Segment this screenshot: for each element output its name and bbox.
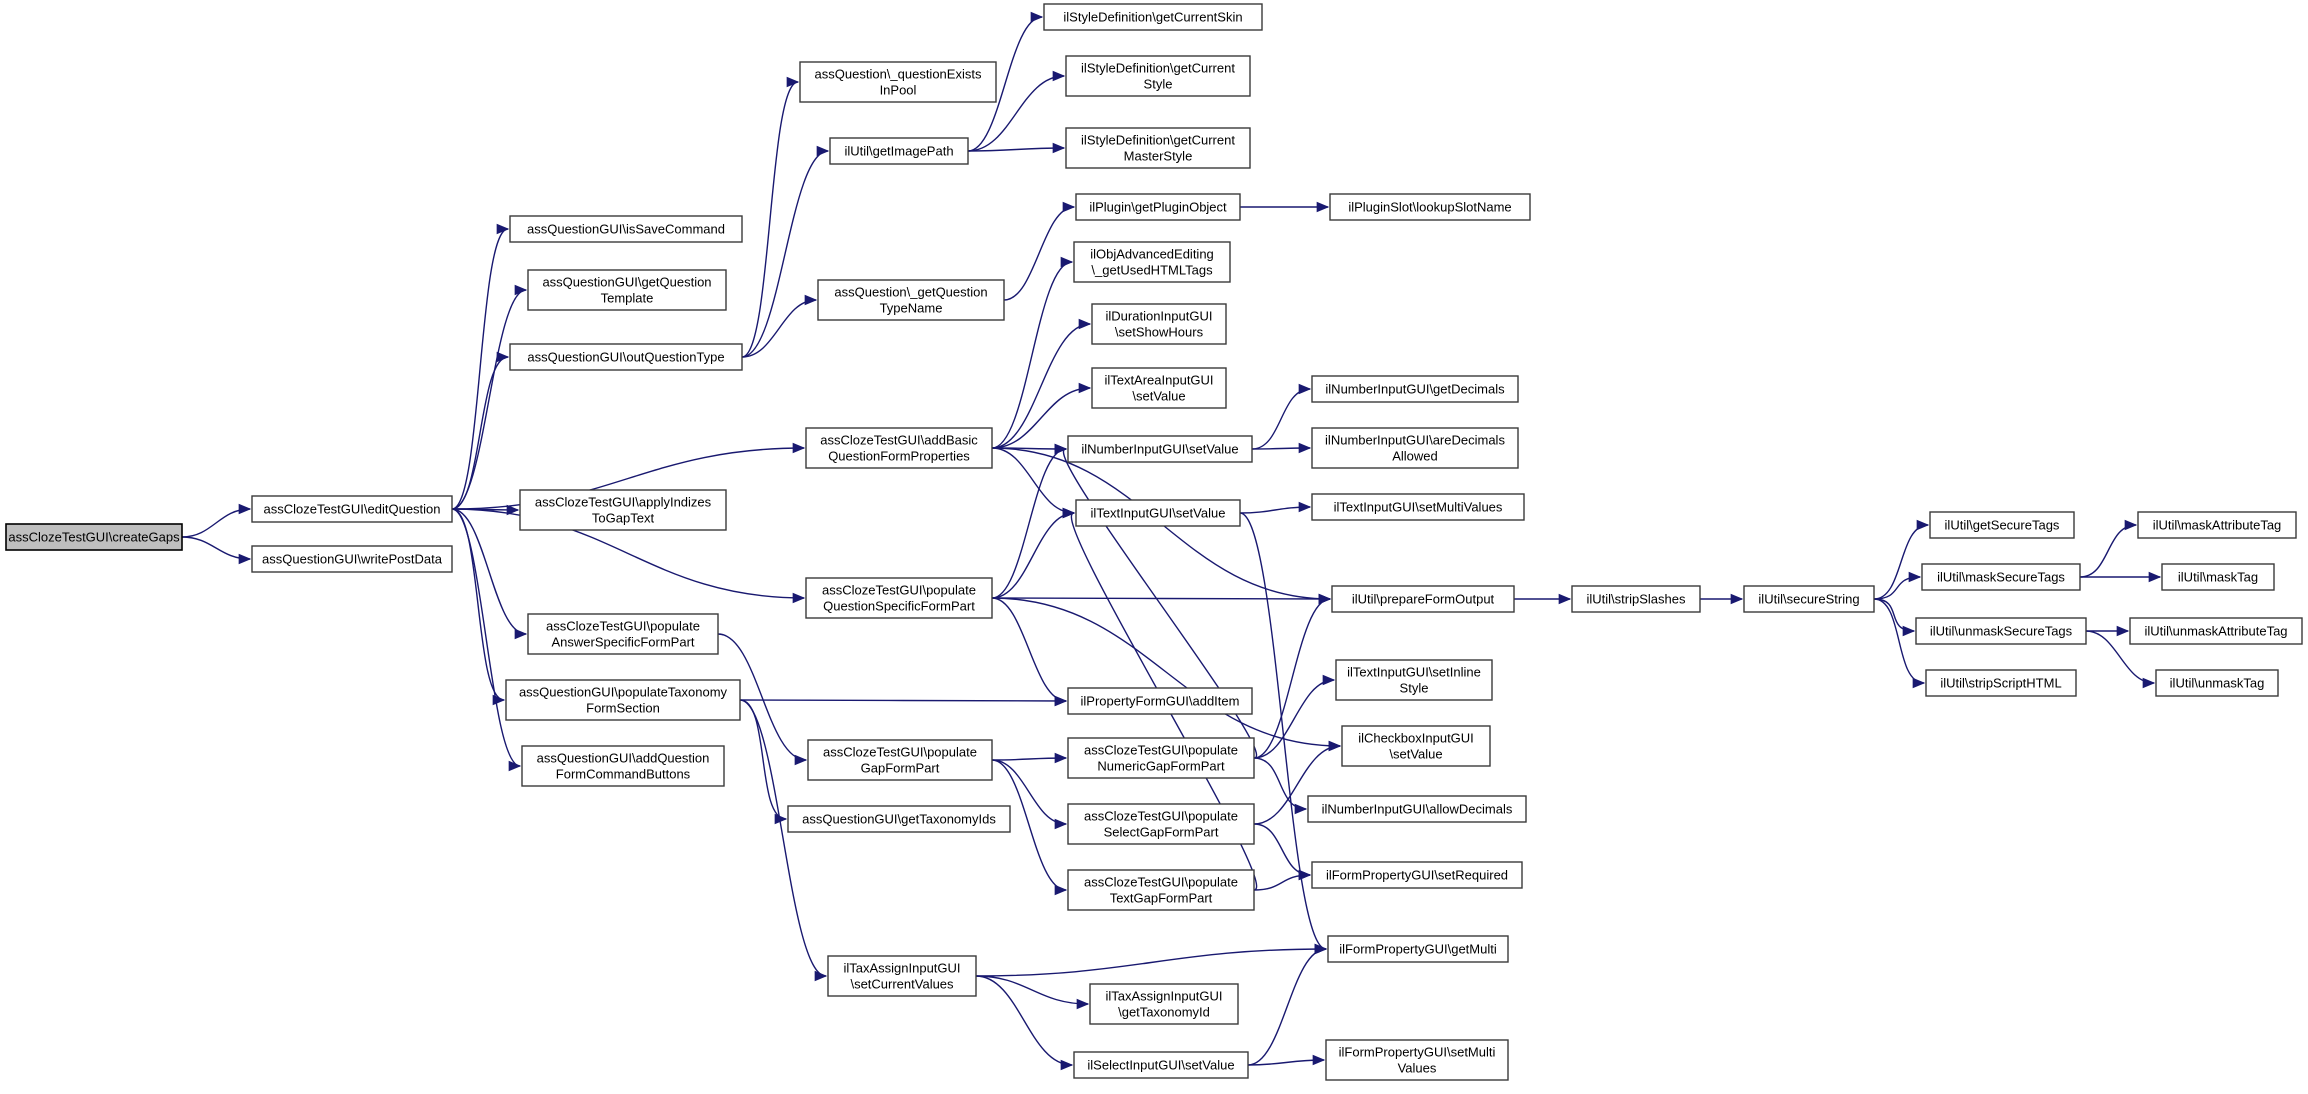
graph-node-outQuestionType[interactable]	[510, 344, 742, 370]
graph-node-label: ilDurationInputGUI \setShowHours	[1105, 308, 1213, 340]
graph-node-setCurrentValues[interactable]	[828, 956, 976, 996]
graph-node-label: ilUtil\unmaskTag	[2169, 675, 2265, 691]
graph-node-selectSetValue[interactable]	[1074, 1052, 1248, 1078]
edge-populateQuestionSpecific-to-textSetValue	[992, 513, 1074, 598]
graph-node-label: ilTextInputGUI\setInline Style	[1347, 664, 1481, 696]
graph-node-populateQuestionSpecific[interactable]	[806, 578, 992, 618]
graph-node-textAreaSetValue[interactable]	[1092, 368, 1226, 408]
edge-editQuestion-to-isSaveCommand	[452, 229, 508, 509]
edge-selectSetValue-to-getMulti	[1248, 949, 1326, 1065]
graph-node-label: ilUtil\stripSlashes	[1586, 591, 1686, 607]
graph-node-label: ilPluginSlot\lookupSlotName	[1348, 199, 1512, 215]
graph-node-label: assQuestionGUI\getTaxonomyIds	[802, 811, 996, 827]
graph-node-addBasic[interactable]	[806, 428, 992, 468]
graph-node-populateGapFormPart[interactable]	[808, 740, 992, 780]
graph-node-getTaxonomyId[interactable]	[1090, 984, 1238, 1024]
graph-node-label: ilPropertyFormGUI\addItem	[1080, 693, 1240, 709]
graph-node-label: ilNumberInputGUI\allowDecimals	[1321, 801, 1513, 817]
graph-node-label: ilUtil\prepareFormOutput	[1351, 591, 1495, 607]
graph-node-label: assQuestion\_getQuestion TypeName	[834, 284, 988, 316]
graph-node-maskSecureTags[interactable]	[1922, 564, 2080, 590]
graph-node-label: assClozeTestGUI\populate QuestionSpecificFormPart	[822, 582, 976, 614]
graph-node-maskTag[interactable]	[2162, 564, 2274, 590]
graph-node-label: ilStyleDefinition\getCurrentSkin	[1063, 9, 1243, 25]
graph-node-label: ilTaxAssignInputGUI \getTaxonomyId	[1105, 988, 1223, 1020]
graph-node-label: assClozeTestGUI\populate TextGapFormPart	[1084, 874, 1238, 906]
edge-editQuestion-to-populateAnswerSpecific	[452, 509, 526, 634]
graph-node-label: ilUtil\getImagePath	[844, 143, 954, 159]
graph-node-label: assClozeTestGUI\applyIndizes ToGapText	[534, 494, 712, 526]
graph-node-unmaskTag[interactable]	[2156, 670, 2278, 696]
edge-textSetValue-to-setMultiValuesText	[1240, 507, 1310, 513]
graph-node-questionExistsInPool[interactable]	[800, 62, 996, 102]
graph-node-label: ilTextAreaInputGUI \setValue	[1104, 372, 1214, 404]
edge-populateQuestionSpecific-to-numberSetValue	[992, 449, 1066, 598]
graph-node-label: assQuestionGUI\getQuestion Template	[542, 274, 712, 306]
graph-node-getPluginObject[interactable]	[1076, 194, 1240, 220]
edge-addBasic-to-textSetValue	[992, 448, 1074, 513]
graph-node-getCurrentMasterStyle[interactable]	[1066, 128, 1250, 168]
graph-node-label: assQuestionGUI\outQuestionType	[527, 349, 725, 365]
edge-maskSecureTags-to-maskAttributeTag	[2080, 525, 2136, 577]
graph-node-getDecimals[interactable]	[1312, 376, 1518, 402]
graph-node-setMultiValuesForm[interactable]	[1326, 1040, 1508, 1080]
graph-node-label: ilSelectInputGUI\setValue	[1087, 1057, 1235, 1073]
edge-editQuestion-to-outQuestionType	[452, 357, 508, 509]
graph-node-label: assQuestion\_questionExists InPool	[814, 66, 982, 98]
graph-node-populateAnswerSpecific[interactable]	[528, 614, 718, 654]
graph-node-label: ilUtil\unmaskAttributeTag	[2144, 623, 2288, 639]
graph-node-applyIndizes[interactable]	[520, 490, 726, 530]
graph-node-label: assQuestionGUI\populateTaxonomy FormSection	[518, 684, 728, 716]
graph-node-label: ilStyleDefinition\getCurrent Style	[1081, 60, 1235, 92]
edge-populateQuestionSpecific-to-prepareFormOutput	[992, 598, 1330, 599]
graph-node-label: ilTextInputGUI\setValue	[1090, 505, 1226, 521]
graph-node-getSecureTags[interactable]	[1930, 512, 2074, 538]
graph-node-editQuestion[interactable]	[252, 496, 452, 522]
graph-node-writePostData[interactable]	[252, 546, 452, 572]
graph-node-label: ilFormPropertyGUI\setRequired	[1325, 867, 1509, 883]
edge-setCurrentValues-to-getTaxonomyId	[976, 976, 1088, 1004]
edge-populateTaxonomy-to-addItem	[740, 700, 1066, 701]
graph-node-label: assQuestionGUI\addQuestion FormCommandButtons	[536, 750, 710, 782]
graph-node-label: ilStyleDefinition\getCurrent MasterStyle	[1081, 132, 1235, 164]
edge-numberSetValue-to-getDecimals	[1252, 389, 1310, 449]
graph-node-addItem[interactable]	[1068, 688, 1252, 714]
graph-node-checkboxSetValue[interactable]	[1342, 726, 1490, 766]
graph-node-lookupSlotName[interactable]	[1330, 194, 1530, 220]
edge-setCurrentValues-to-selectSetValue	[976, 976, 1072, 1065]
graph-node-maskAttributeTag[interactable]	[2138, 512, 2296, 538]
graph-node-unmaskAttributeTag[interactable]	[2130, 618, 2302, 644]
graph-node-stripScriptHTML[interactable]	[1926, 670, 2076, 696]
graph-node-prepareFormOutput[interactable]	[1332, 586, 1514, 612]
graph-node-label: ilNumberInputGUI\areDecimals Allowed	[1325, 432, 1505, 464]
graph-node-populateTextGap[interactable]	[1068, 870, 1254, 910]
node-layer	[6, 4, 2302, 1080]
edge-populateTaxonomy-to-getTaxonomyIds	[740, 700, 786, 819]
edge-outQuestionType-to-getQuestionTypeName	[742, 300, 816, 357]
graph-node-unmaskSecureTags[interactable]	[1916, 618, 2086, 644]
edge-setCurrentValues-to-getMulti	[976, 949, 1326, 976]
edge-getQuestionTypeName-to-getPluginObject	[1004, 207, 1074, 300]
graph-node-label: ilNumberInputGUI\setValue	[1081, 441, 1239, 457]
graph-node-getCurrentStyle[interactable]	[1066, 56, 1250, 96]
graph-node-label: ilUtil\maskTag	[2177, 569, 2259, 585]
graph-node-getQuestionTemplate[interactable]	[528, 270, 726, 310]
graph-node-isSaveCommand[interactable]	[510, 216, 742, 242]
graph-node-label: ilUtil\maskSecureTags	[1937, 569, 2065, 585]
edge-addBasic-to-setShowHours	[992, 324, 1090, 448]
graph-node-label: assClozeTestGUI\addBasic QuestionFormProperties	[820, 432, 978, 464]
graph-node-areDecimalsAllowed[interactable]	[1312, 428, 1518, 468]
graph-node-getMulti[interactable]	[1328, 936, 1508, 962]
graph-node-label: ilPlugin\getPluginObject	[1089, 199, 1227, 215]
graph-node-label: ilFormPropertyGUI\setMulti Values	[1338, 1044, 1496, 1076]
graph-node-textSetValue[interactable]	[1076, 500, 1240, 526]
edge-secureString-to-maskSecureTags	[1874, 577, 1920, 599]
graph-node-label: assQuestionGUI\isSaveCommand	[527, 221, 725, 237]
graph-node-label: ilObjAdvancedEditing \_getUsedHTMLTags	[1090, 246, 1214, 278]
edge-populateNumericGap-to-prepareFormOutput	[1254, 599, 1330, 758]
edge-populateQuestionSpecific-to-addItem	[992, 598, 1066, 701]
graph-node-populateSelectGap[interactable]	[1068, 804, 1254, 844]
graph-node-setRequired[interactable]	[1312, 862, 1522, 888]
graph-node-label: ilCheckboxInputGUI \setValue	[1358, 730, 1474, 762]
graph-node-label: ilNumberInputGUI\getDecimals	[1325, 381, 1505, 397]
edge-populateNumericGap-to-setInlineStyle	[1254, 680, 1334, 758]
graph-node-label: assClozeTestGUI\populate NumericGapFormPart	[1084, 742, 1238, 774]
edge-createGaps-to-writePostData	[182, 537, 250, 559]
edge-populateGapFormPart-to-populateNumericGap	[992, 758, 1066, 760]
graph-node-label: ilUtil\secureString	[1758, 591, 1860, 607]
edge-secureString-to-unmaskSecureTags	[1874, 599, 1914, 631]
graph-node-label: ilUtil\getSecureTags	[1944, 517, 2060, 533]
graph-node-setShowHours[interactable]	[1092, 304, 1226, 344]
graph-node-getCurrentSkin[interactable]	[1044, 4, 1262, 30]
edge-editQuestion-to-addQuestionFormCmd	[452, 509, 520, 766]
edge-secureString-to-getSecureTags	[1874, 525, 1928, 599]
graph-node-addQuestionFormCmd[interactable]	[522, 746, 724, 786]
graph-node-label: assClozeTestGUI\populate GapFormPart	[823, 744, 977, 776]
graph-node-getQuestionTypeName[interactable]	[818, 280, 1004, 320]
graph-node-label: assQuestionGUI\writePostData	[262, 551, 442, 567]
graph-node-getImagePath[interactable]	[830, 138, 968, 164]
edge-editQuestion-to-getQuestionTemplate	[452, 290, 526, 509]
graph-node-label: ilUtil\maskAttributeTag	[2152, 517, 2282, 533]
graph-node-getUsedHTMLTags[interactable]	[1074, 242, 1230, 282]
graph-node-label: assClozeTestGUI\populate SelectGapFormPart	[1084, 808, 1238, 840]
edge-populateSelectGap-to-setRequired	[1254, 824, 1310, 875]
graph-node-setMultiValuesText[interactable]	[1312, 494, 1524, 520]
graph-node-stripSlashes[interactable]	[1572, 586, 1700, 612]
graph-node-populateTaxonomy[interactable]	[506, 680, 740, 720]
edge-createGaps-to-editQuestion	[182, 509, 250, 537]
graph-node-populateNumericGap[interactable]	[1068, 738, 1254, 778]
graph-node-label: ilTaxAssignInputGUI \setCurrentValues	[843, 960, 961, 992]
edge-populateQuestionSpecific-to-checkboxSetValue	[992, 598, 1340, 746]
graph-node-label: ilTextInputGUI\setMultiValues	[1333, 499, 1503, 515]
graph-node-label: ilUtil\unmaskSecureTags	[1929, 623, 2073, 639]
graph-node-numberSetValue[interactable]	[1068, 436, 1252, 462]
graph-node-allowDecimals[interactable]	[1308, 796, 1526, 822]
graph-node-label: assClozeTestGUI\editQuestion	[263, 501, 441, 517]
graph-node-label: assClozeTestGUI\createGaps	[8, 529, 180, 545]
graph-node-createGaps[interactable]	[6, 524, 182, 550]
graph-node-secureString[interactable]	[1744, 586, 1874, 612]
graph-node-getTaxonomyIds[interactable]	[788, 806, 1010, 832]
graph-node-label: ilFormPropertyGUI\getMulti	[1339, 941, 1497, 957]
edge-editQuestion-to-populateTaxonomy	[452, 509, 504, 700]
graph-node-label: assClozeTestGUI\populate AnswerSpecificFormPart	[546, 618, 700, 650]
graph-node-setInlineStyle[interactable]	[1336, 660, 1492, 700]
graph-node-label: ilUtil\stripScriptHTML	[1940, 675, 2062, 691]
edge-numberSetValue-to-areDecimalsAllowed	[1252, 448, 1310, 449]
edge-outQuestionType-to-getImagePath	[742, 151, 828, 357]
